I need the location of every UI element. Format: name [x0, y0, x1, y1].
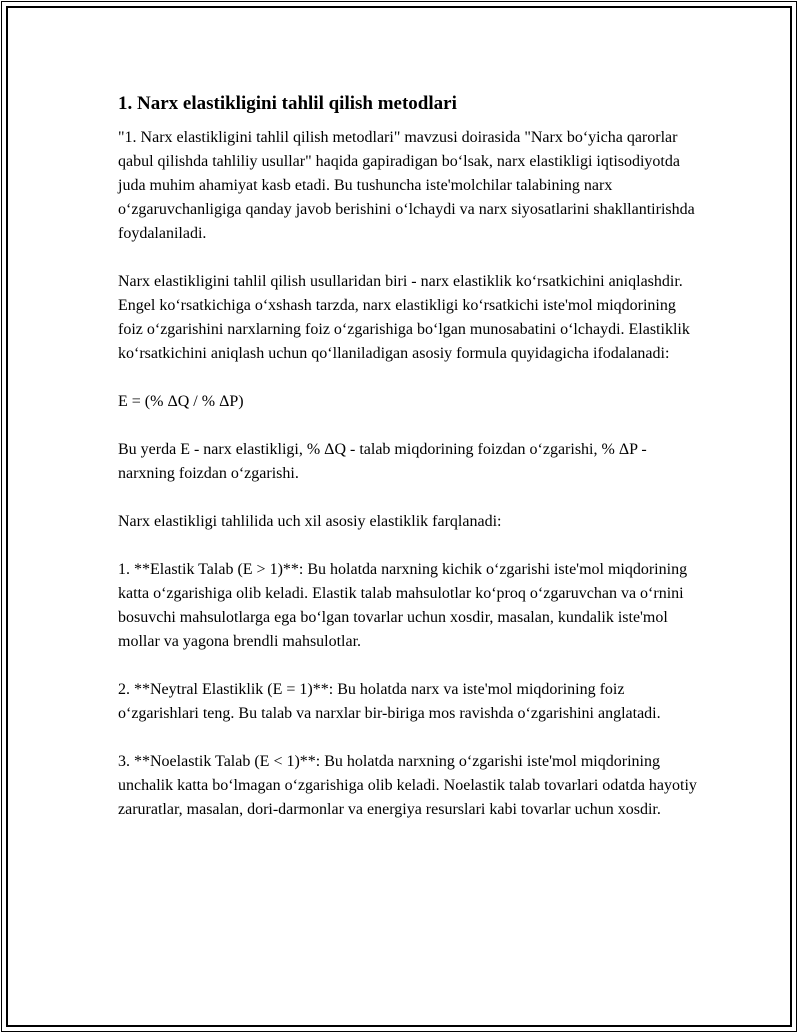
list-item-inelastic: 3. **Noelastik Talab (E < 1)**: Bu holatda narxning o‘zgarishi iste'mol miqdorining unchalik katta bo‘lmagan o‘zgarishiga olib keladi. Noelastik talab tovarlari odatda hayotiy zaruratlar, masalan, dori-darmonlar va energiya resurslari kabi tovarlar uchun xosdir. — [118, 753, 697, 818]
list-item-neutral: 2. **Neytral Elastiklik (E = 1)**: Bu holatda narx va iste'mol miqdorining foiz o‘zgarishlari teng. Bu talab va narxlar bir-biriga mos ravishda o‘zgarishini anglatadi. — [118, 681, 661, 722]
section-heading: 1. Narx elastikligini tahlil qilish metodlari — [118, 93, 457, 114]
formula: E = (% ΔQ / % ΔP) — [118, 393, 244, 410]
paragraph-intro: "1. Narx elastikligini tahlil qilish metodlari" mavzusi doirasida "Narx bo‘yicha qarorlar qabul qilishda tahliliy usullar" haqida gapiradigan bo‘lsak, narx elastikligi iqtisodiyotda juda muhim ahamiyat kasb etadi. Bu tushuncha iste'molchilar talabining narx o‘zgaruvchanligiga qanday javob berishini o‘lchaydi va narx siyosatlarini shakllantirishda foydalaniladi. — [118, 129, 695, 242]
paragraph-formula-explanation: Bu yerda E - narx elastikligi, % ΔQ - talab miqdorining foizdan o‘zgarishi, % ΔP - narxning foizdan o‘zgarishi. — [118, 441, 647, 482]
document-body — [118, 92, 698, 846]
list-item-elastic: 1. **Elastik Talab (E > 1)**: Bu holatda narxning kichik o‘zgarishi iste'mol miqdorining katta o‘zgarishiga olib keladi. Elastik talab mahsulotlar ko‘proq o‘zgaruvchan va o‘rnini bosuvchi mahsulotlarga ega bo‘lgan tovarlar uchun xosdir, masalan, kundalik iste'mol mollar va yagona brendli mahsulotlar. — [118, 561, 688, 650]
paragraph-types-intro: Narx elastikligi tahlilida uch xil asosiy elastiklik farqlanadi: — [118, 513, 502, 530]
paragraph-method: Narx elastikligini tahlil qilish usullaridan biri - narx elastiklik ko‘rsatkichini aniqlashdir. Engel ko‘rsatkichiga o‘xshash tarzda, narx elastikligi ko‘rsatkichi iste'mol miqdorining foiz o‘zgarishini narxlarning foiz o‘zgarishiga bo‘lgan munosabatini o‘lchaydi. Elastiklik ko‘rsatkichini aniqlash uchun qo‘llaniladigan asosiy formula quyidagicha ifodalanadi: — [118, 273, 690, 362]
